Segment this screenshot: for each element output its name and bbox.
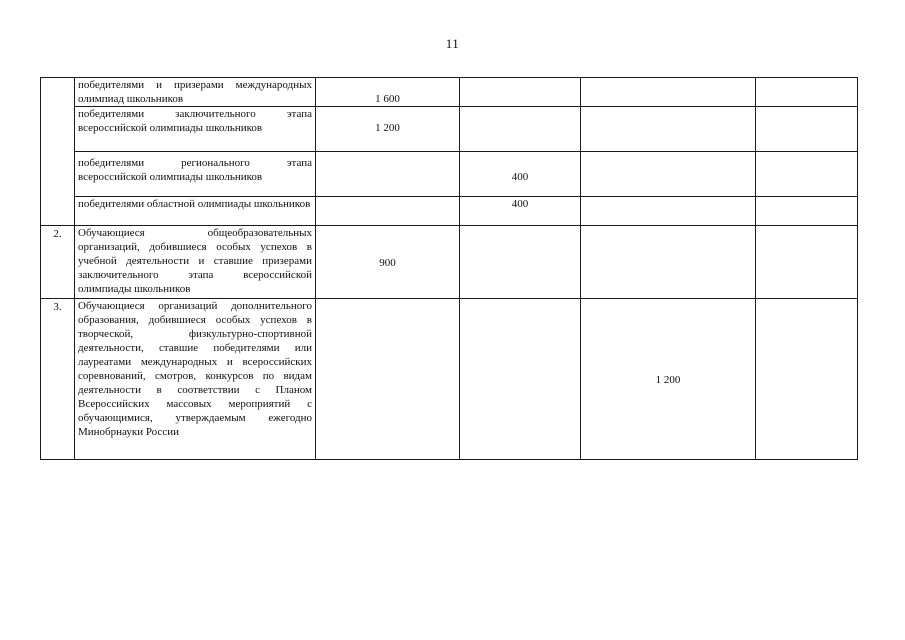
description-cell [75, 107, 316, 152]
value-cell-1 [316, 152, 460, 197]
value-cell-3 [581, 107, 756, 152]
value-cell-3 [581, 197, 756, 226]
value-cell-1 [316, 299, 460, 460]
value-cell-2 [460, 78, 581, 107]
value-cell-3 [581, 78, 756, 107]
description-text: победителями заключительного этапа всероссийской олимпиады школьников [78, 108, 312, 134]
value-cell-3 [581, 152, 756, 197]
description-text: победителями областной олимпиады школьников [78, 198, 311, 210]
table-row [41, 299, 858, 460]
table-row [41, 226, 858, 299]
description-cell [75, 226, 316, 299]
description-cell [75, 299, 316, 460]
table-row [41, 78, 858, 107]
description-text: победителями регионального этапа всероссийской олимпиады школьников [78, 157, 312, 183]
description-cell [75, 197, 316, 226]
table-row [41, 197, 858, 226]
table-row [41, 152, 858, 197]
value-cell-4 [756, 226, 858, 299]
value-cell-2: 400 [460, 197, 581, 226]
row-number-cell [41, 78, 75, 226]
description-text: Обучающиеся общеобразовательных организаций, добившиеся особых успехов в учебной деятельности и ставшие призерами заключительного этапа всероссийской олимпиады школьников [78, 227, 312, 295]
page-number: 11 [445, 36, 460, 51]
value-cell-3 [581, 226, 756, 299]
description-text: Обучающиеся организаций дополнительного образования, добившиеся особых успехов в творческой, физкультурно-спортивной деятельности, ставшие победителями или лауреатами международных и всероссийских соревнований, смотров, конкурсов по видам деятельности в соответствии с Планом Всероссийских массовых мероприятий с обучающимися, утверждаемым ежегодно Минобрнауки России [78, 300, 312, 438]
value-cell-4 [756, 107, 858, 152]
table-row [41, 107, 858, 152]
description-text: победителями и призерами международных олимпиад школьников [78, 79, 312, 105]
value-cell-4 [756, 197, 858, 226]
value-cell-1: 1 200 [316, 107, 460, 152]
value-cell-1: 900 [316, 226, 460, 299]
value-cell-2 [460, 299, 581, 460]
value-cell-1: 1 600 [316, 78, 460, 107]
row-number-cell: 3. [41, 299, 75, 460]
description-cell [75, 152, 316, 197]
row-number-cell: 2. [41, 226, 75, 299]
value-cell-1 [316, 197, 460, 226]
description-cell [75, 78, 316, 107]
value-cell-4 [756, 299, 858, 460]
benefits-table [40, 77, 858, 460]
value-cell-4 [756, 152, 858, 197]
value-cell-2 [460, 107, 581, 152]
value-cell-2 [460, 226, 581, 299]
value-cell-4 [756, 78, 858, 107]
value-cell-2: 400 [460, 152, 581, 197]
value-cell-3: 1 200 [581, 299, 756, 460]
